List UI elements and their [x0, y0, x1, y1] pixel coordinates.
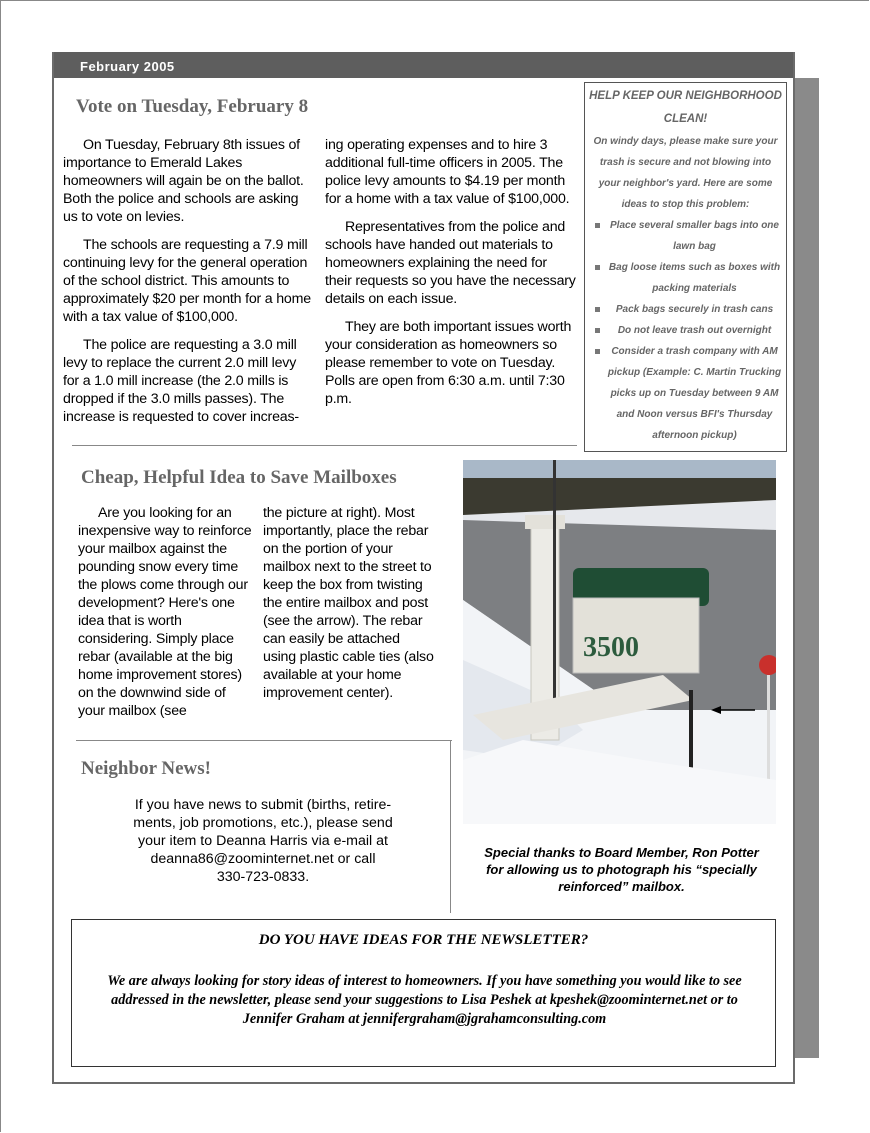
ideas-title: DO YOU HAVE IDEAS FOR THE NEWSLETTER? [258, 932, 589, 948]
vote-paragraph: The police are requesting a 3.0 mill levy to replace the current 2.0 mill levy for a 1.0 mill increase (the 2.0 mills is dropped if the 3.0 mills passes). The increase is requested to cover increas- [63, 337, 299, 425]
vote-column-2 [325, 136, 577, 418]
bullet-icon [595, 223, 600, 228]
mailbox-column-2 [263, 504, 435, 712]
ideas-body: We are always looking for story ideas of interest to homeowners. If you have something you would like to see addressed in the newsletter, please send your suggestions to Lisa Peshek at kpeshek@zoominternet.net or to Jennifer Graham at jennifergraham@jgrahamconsulting.com [107, 973, 742, 1027]
vote-paragraph: They are both important issues worth your consideration as homeowners so please remember to vote on Tuesday. Polls are open from 6:30 a.m. until 7:30 p.m. [325, 319, 572, 407]
list-item: Bag loose items such as boxes with packing materials [589, 257, 782, 299]
vote-column-1 [63, 136, 313, 436]
bullet-icon [595, 328, 600, 333]
news-top-rule [76, 740, 452, 741]
list-item: Place several smaller bags into one lawn bag [589, 215, 782, 257]
vote-paragraph: Representatives from the police and schools have handed out materials to homeowners explaining the need for their requests so you have the necessary details on each issue. [325, 219, 576, 307]
newsletter-page [52, 52, 795, 1084]
mailbox-photo [463, 460, 776, 824]
page-shadow [794, 78, 819, 1058]
sidebar-intro: On windy days, please make sure your trash is secure and not blowing into your neighbor's yard. Here are some ideas to stop this problem: [593, 136, 778, 210]
bullet-icon [595, 349, 600, 354]
list-item: Consider a trash company with AM pickup (Example: C. Martin Trucking picks up on Tuesday between 9 AM and Noon versus BFI's Thursday afternoon pickup) [589, 341, 782, 446]
mailbox-headline: Cheap, Helpful Idea to Save Mailboxes [81, 467, 397, 488]
vote-paragraph: On Tuesday, February 8th issues of importance to Emerald Lakes homeowners will again be on the ballot. Both the police and schools are asking us to vote on levies. [63, 137, 304, 225]
header-bar [54, 52, 793, 78]
news-headline: Neighbor News! [81, 758, 212, 779]
mailbox-paragraph: Are you looking for an inexpensive way to reinforce your mailbox against the pounding snow every time the plows come through our development? Here's one idea that is worth considering. Simply place rebar (available at the big home improvement stores) on the downwind side of your mailbox (see [78, 505, 252, 719]
list-item: Pack bags securely in trash cans [589, 299, 782, 320]
mailbox-number: 3500 [583, 632, 639, 663]
vote-headline: Vote on Tuesday, February 8 [76, 96, 309, 117]
bullet-icon [595, 265, 600, 270]
clean-neighborhood-sidebar [584, 82, 787, 452]
sidebar-title: HELP KEEP OUR NEIGHBORHOOD CLEAN! [589, 90, 782, 125]
news-right-rule [450, 740, 451, 913]
section-divider [72, 445, 577, 446]
bullet-icon [595, 307, 600, 312]
vote-paragraph: The schools are requesting a 7.9 mill continuing levy for the general operation of the school district. This amounts to approximately $20 per month for a home with a tax value of $100,000. [63, 237, 311, 325]
list-item: Do not leave trash out overnight [589, 320, 782, 341]
vote-paragraph: ing operating expenses and to hire 3 additional full-time officers in 2005. The police levy amounts to $4.19 per month for a home with a tax value of $100,000. [325, 137, 570, 207]
sidebar-tips-list [589, 215, 782, 446]
news-text: If you have news to submit (births, retire- ments, job promotions, etc.), please send your item to Deanna Harris via e-mail at deanna86@zoominternet.net or call 330-723-0833. [133, 797, 393, 885]
issue-date: February 2005 [80, 59, 175, 74]
mailbox-photo-illustration [463, 460, 776, 824]
photo-caption: Special thanks to Board Member, Ron Potter for allowing us to photograph his “specially reinforced” mailbox. [484, 845, 759, 894]
newsletter-ideas-box [71, 919, 776, 1067]
mailbox-paragraph: the picture at right). Most importantly, place the rebar on the portion of your mailbox next to the street to keep the box from twisting the entire mailbox and post (see the arrow). The rebar can easily be attached using plastic cable ties (also available at your home improvement center). [263, 505, 434, 701]
mailbox-column-1 [78, 504, 253, 730]
